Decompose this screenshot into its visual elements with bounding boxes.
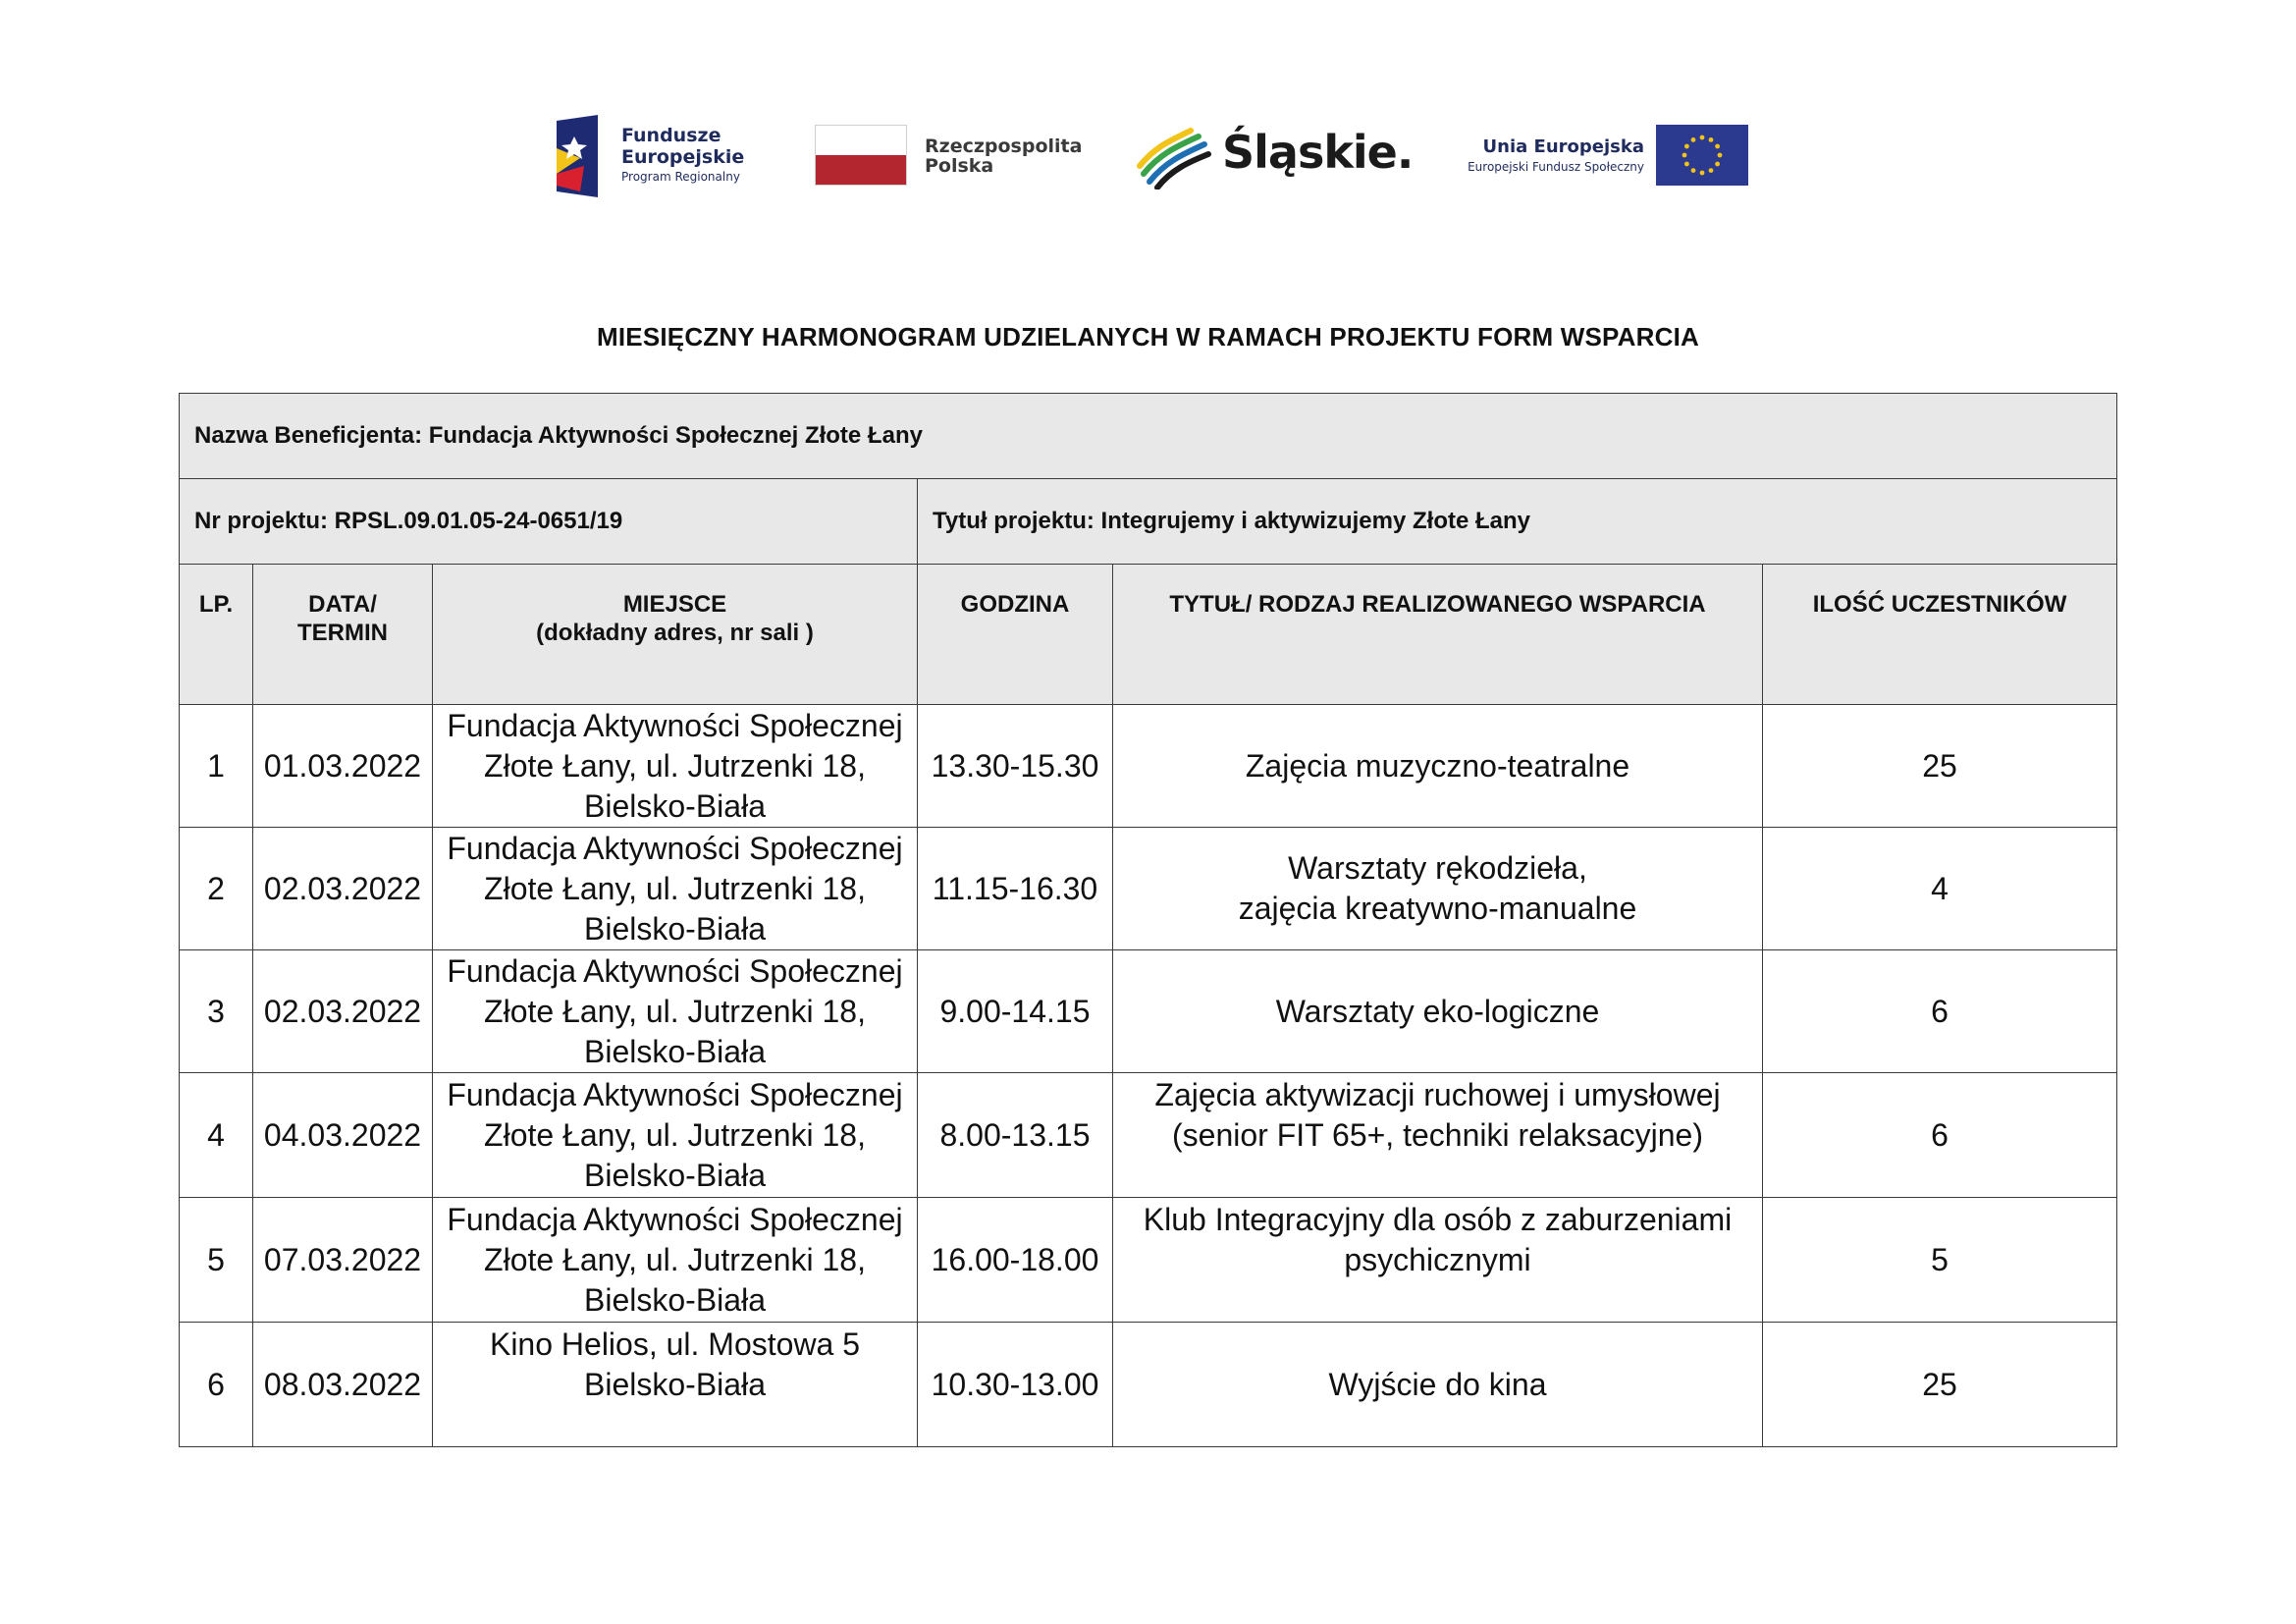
table-row <box>180 950 2117 1073</box>
table-row <box>180 1198 2117 1323</box>
place-line: Złote Łany, ul. Jutrzenki 18, <box>484 1241 866 1277</box>
cell-place <box>433 950 918 1073</box>
col-header-date-line1: DATA/ <box>308 591 377 618</box>
type-line: Warsztaty eko-logiczne <box>1275 993 1600 1029</box>
fundusze-europejskie-logo <box>555 113 761 201</box>
rzeczpospolita-text <box>925 136 1082 176</box>
beneficiary-row <box>180 394 2117 479</box>
type-line: Klub Integracyjny dla osób z zaburzeniami <box>1143 1202 1733 1237</box>
col-header-place-line1: MIEJSCE <box>622 591 727 618</box>
place-line: Bielsko-Biała <box>584 1157 766 1193</box>
col-header-participants <box>1763 565 2117 705</box>
cell-place <box>433 705 918 828</box>
cell-lp: 2 <box>180 828 253 950</box>
col-header-lp-label: LP. <box>198 591 234 618</box>
col-header-place-line2: (dokładny adres, nr sali ) <box>536 620 814 646</box>
cell-time: 10.30-13.00 <box>918 1323 1113 1447</box>
type-line: Warsztaty rękodzieła, <box>1288 850 1587 886</box>
col-header-type-label: TYTUŁ/ RODZAJ REALIZOWANEGO WSPARCIA <box>1169 591 1706 618</box>
place-line: Złote Łany, ul. Jutrzenki 18, <box>484 870 866 906</box>
beneficiary-name: Nazwa Beneficjenta: Fundacja Aktywności Społecznej Złote Łany <box>180 394 2117 479</box>
slaskie-logo <box>1134 113 1414 201</box>
place-line: Bielsko-Biała <box>584 910 766 947</box>
cell-type <box>1113 1198 1763 1323</box>
place-line: Bielsko-Biała <box>584 1367 766 1402</box>
cell-date: 04.03.2022 <box>253 1073 433 1198</box>
schedule-table <box>179 393 2117 1447</box>
cell-participants: 5 <box>1763 1198 2117 1323</box>
project-number: Nr projektu: RPSL.09.01.05-24-0651/19 <box>180 479 918 565</box>
fundusze-europejskie-mark-icon <box>555 115 602 197</box>
cell-lp: 6 <box>180 1323 253 1447</box>
col-header-place <box>433 565 918 705</box>
cell-type <box>1113 1323 1763 1447</box>
col-header-date <box>253 565 433 705</box>
unia-line1: Unia Europejska <box>1482 136 1644 157</box>
place-line: Kino Helios, ul. Mostowa 5 <box>489 1326 861 1362</box>
cell-participants: 25 <box>1763 1323 2117 1447</box>
unia-line2: Europejski Fundusz Społeczny <box>1468 160 1644 174</box>
cell-lp: 1 <box>180 705 253 828</box>
cell-date: 02.03.2022 <box>253 828 433 950</box>
project-info-row <box>180 479 2117 565</box>
cell-date: 07.03.2022 <box>253 1198 433 1323</box>
cell-type <box>1113 705 1763 828</box>
cell-date: 02.03.2022 <box>253 950 433 1073</box>
col-header-type <box>1113 565 1763 705</box>
place-line: Bielsko-Biała <box>584 1281 766 1318</box>
cell-type <box>1113 828 1763 950</box>
type-line: (senior FIT 65+, techniki relaksacyjne) <box>1172 1117 1703 1153</box>
place-line: Fundacja Aktywności Społecznej <box>447 1201 903 1237</box>
type-line: psychicznymi <box>1344 1242 1531 1277</box>
cell-place <box>433 1323 918 1447</box>
type-line: Zajęcia aktywizacji ruchowej i umysłowej <box>1154 1077 1721 1112</box>
slaskie-text: Śląskie. <box>1222 126 1414 179</box>
place-line: Złote Łany, ul. Jutrzenki 18, <box>484 747 866 784</box>
place-line: Bielsko-Biała <box>584 1033 766 1069</box>
cell-participants: 4 <box>1763 828 2117 950</box>
unia-europejska-logo <box>1448 113 1752 201</box>
rzeczpospolita-polska-logo <box>815 113 1083 201</box>
cell-time: 11.15-16.30 <box>918 828 1113 950</box>
cell-time: 8.00-13.15 <box>918 1073 1113 1198</box>
cell-lp: 5 <box>180 1198 253 1323</box>
cell-place <box>433 1073 918 1198</box>
unia-europejska-text <box>1448 136 1644 176</box>
place-line: Złote Łany, ul. Jutrzenki 18, <box>484 1116 866 1153</box>
type-line: zajęcia kreatywno-manualne <box>1238 891 1637 926</box>
type-line: Zajęcia muzyczno-teatralne <box>1245 747 1630 784</box>
cell-participants: 6 <box>1763 950 2117 1073</box>
document-title: MIESIĘCZNY HARMONOGRAM UDZIELANYCH W RAMACH PROJEKTU FORM WSPARCIA <box>597 322 1699 352</box>
column-header-row <box>180 565 2117 705</box>
type-line: Wyjście do kina <box>1328 1366 1547 1402</box>
place-line: Fundacja Aktywności Społecznej <box>447 952 903 989</box>
place-line: Fundacja Aktywności Społecznej <box>447 707 903 743</box>
cell-place <box>433 828 918 950</box>
cell-type <box>1113 1073 1763 1198</box>
project-title: Tytuł projektu: Integrujemy i aktywizujemy Złote Łany <box>918 479 2117 565</box>
place-line: Złote Łany, ul. Jutrzenki 18, <box>484 993 866 1029</box>
col-header-time <box>918 565 1113 705</box>
fundusze-line2: Europejskie <box>621 146 745 168</box>
table-row <box>180 828 2117 950</box>
cell-date: 01.03.2022 <box>253 705 433 828</box>
col-header-participants-label: ILOŚĆ UCZESTNIKÓW <box>1812 591 2067 618</box>
col-header-time-label: GODZINA <box>960 591 1070 618</box>
table-row <box>180 1323 2117 1447</box>
fundusze-line3: Program Regionalny <box>621 170 740 184</box>
polish-flag-icon <box>815 125 907 186</box>
cell-type <box>1113 950 1763 1073</box>
place-line: Fundacja Aktywności Społecznej <box>447 830 903 866</box>
fundusze-europejskie-text <box>621 125 744 186</box>
rzeczpospolita-line1: Rzeczpospolita <box>925 135 1083 157</box>
place-line: Fundacja Aktywności Społecznej <box>447 1076 903 1112</box>
cell-participants: 6 <box>1763 1073 2117 1198</box>
cell-lp: 4 <box>180 1073 253 1198</box>
cell-time: 13.30-15.30 <box>918 705 1113 828</box>
col-header-date-line2: TERMIN <box>297 620 388 646</box>
slaskie-waves-icon <box>1134 121 1212 189</box>
logo-strip <box>555 113 1762 201</box>
fundusze-line1: Fundusze <box>621 125 721 146</box>
cell-place <box>433 1198 918 1323</box>
cell-date: 08.03.2022 <box>253 1323 433 1447</box>
cell-time: 9.00-14.15 <box>918 950 1113 1073</box>
table-row <box>180 1073 2117 1198</box>
eu-flag-icon <box>1656 125 1748 186</box>
rzeczpospolita-line2: Polska <box>925 155 994 177</box>
cell-participants: 25 <box>1763 705 2117 828</box>
cell-lp: 3 <box>180 950 253 1073</box>
col-header-lp <box>180 565 253 705</box>
place-line: Bielsko-Biała <box>584 787 766 824</box>
cell-time: 16.00-18.00 <box>918 1198 1113 1323</box>
table-row <box>180 705 2117 828</box>
